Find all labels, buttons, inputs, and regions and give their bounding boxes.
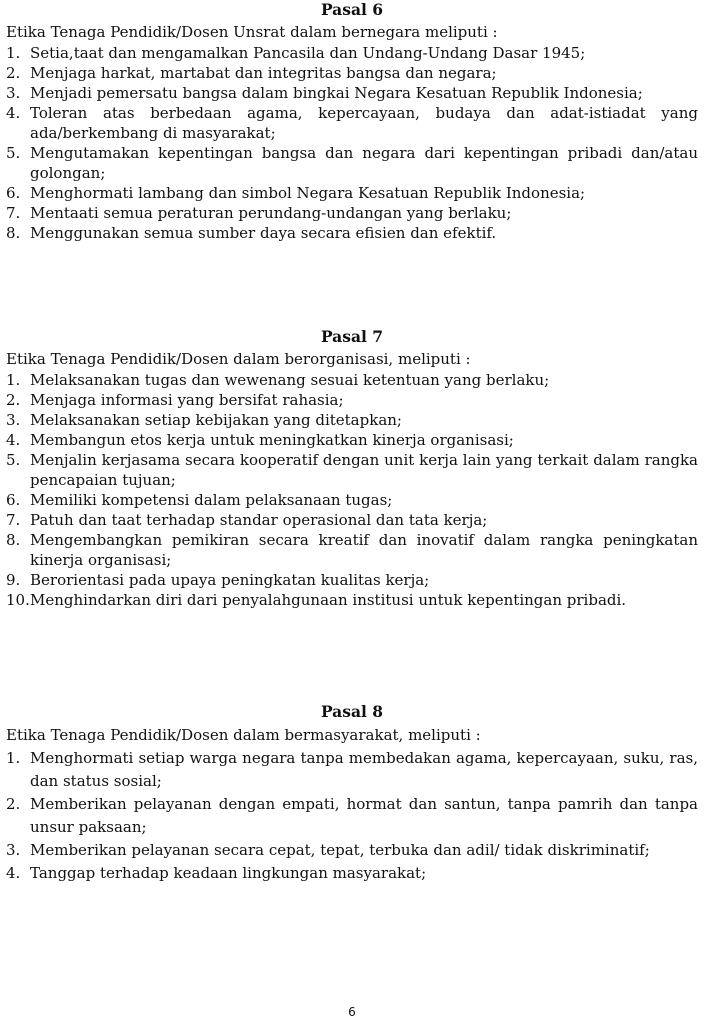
item-number: 2. [6,391,21,409]
list-item [6,490,698,510]
item-number: 3. [6,84,21,102]
section-title: Pasal 8 [320,702,384,721]
list-item [6,143,698,183]
section-intro: Etika Tenaga Pendidik/Dosen dalam berorganisasi, meliputi : [6,350,471,368]
section-pasal-8 [6,702,698,885]
item-number: 2. [6,795,21,813]
list-item [6,430,698,450]
item-number: 1. [6,44,21,62]
item-number: 6. [6,491,21,509]
item-text: Setia,taat dan mengamalkan Pancasila dan Undang-Undang Dasar 1945; [30,44,586,62]
item-number: 1. [6,371,21,389]
item-text: Memberikan pelayanan dengan empati, hormat dan santun, tanpa pamrih dan tanpa unsur paksaan; [30,795,698,836]
article-list [6,747,698,885]
item-text: Memberikan pelayanan secara cepat, tepat, terbuka dan adil/ tidak diskriminatif; [30,841,650,859]
item-text: Berorientasi pada upaya peningkatan kualitas kerja; [30,571,430,589]
item-text: Mengutamakan kepentingan bangsa dan negara dari kepentingan pribadi dan/atau golongan; [30,144,698,182]
item-text: Mentaati semua peraturan perundang-undangan yang berlaku; [30,204,512,222]
item-text: Mengembangkan pemikiran secara kreatif dan inovatif dalam rangka peningkatan kinerja organisasi; [30,531,698,569]
item-number: 5. [6,144,21,162]
list-item [6,83,698,103]
item-text: Membangun etos kerja untuk meningkatkan kinerja organisasi; [30,431,514,449]
list-item [6,590,698,610]
item-number: 10. [6,591,30,609]
item-number: 4. [6,431,21,449]
list-item [6,203,698,223]
section-title: Pasal 6 [320,0,384,19]
section-intro: Etika Tenaga Pendidik/Dosen Unsrat dalam bernegara meliputi : [6,23,498,41]
item-number: 7. [6,511,21,529]
list-item [6,793,698,839]
page-number: 6 [348,1005,356,1019]
item-text: Menggunakan semua sumber daya secara efisien dan efektif. [30,224,497,242]
list-item [6,223,698,243]
item-text: Menghindarkan diri dari penyalahgunaan institusi untuk kepentingan pribadi. [30,591,627,609]
list-item [6,390,698,410]
item-number: 3. [6,411,21,429]
item-text: Menjadi pemersatu bangsa dalam bingkai Negara Kesatuan Republik Indonesia; [30,84,643,102]
item-text: Menjalin kerjasama secara kooperatif dengan unit kerja lain yang terkait dalam rangka pencapaian tujuan; [30,451,698,489]
list-item [6,570,698,590]
list-item [6,183,698,203]
list-item [6,862,698,885]
list-item [6,103,698,143]
section-intro: Etika Tenaga Pendidik/Dosen dalam bermasyarakat, meliputi : [6,726,481,744]
list-item [6,510,698,530]
item-text: Patuh dan taat terhadap standar operasional dan tata kerja; [30,511,488,529]
item-number: 9. [6,571,21,589]
item-number: 2. [6,64,21,82]
list-item [6,839,698,862]
item-text: Melaksanakan tugas dan wewenang sesuai ketentuan yang berlaku; [30,371,550,389]
item-text: Menghormati setiap warga negara tanpa membedakan agama, kepercayaan, suku, ras, dan status sosial; [30,749,698,790]
list-item [6,410,698,430]
list-item [6,43,698,63]
item-text: Toleran atas berbedaan agama, kepercayaan, budaya dan adat-istiadat yang ada/berkembang di masyarakat; [30,104,698,142]
item-number: 5. [6,451,21,469]
item-number: 1. [6,749,21,767]
article-list [6,370,698,610]
item-number: 8. [6,224,21,242]
item-number: 4. [6,864,21,882]
article-list [6,43,698,243]
list-item [6,450,698,490]
list-item [6,370,698,390]
item-text: Memiliki kompetensi dalam pelaksanaan tugas; [30,491,393,509]
item-text: Melaksanakan setiap kebijakan yang ditetapkan; [30,411,402,429]
item-text: Menghormati lambang dan simbol Negara Kesatuan Republik Indonesia; [30,184,586,202]
section-title: Pasal 7 [320,327,384,346]
item-text: Menjaga harkat, martabat dan integritas bangsa dan negara; [30,64,497,82]
item-number: 8. [6,531,21,549]
section-pasal-7 [6,327,698,610]
item-text: Menjaga informasi yang bersifat rahasia; [30,391,344,409]
list-item [6,747,698,793]
item-text: Tanggap terhadap keadaan lingkungan masyarakat; [30,864,427,882]
list-item [6,530,698,570]
item-number: 4. [6,104,21,122]
item-number: 6. [6,184,21,202]
list-item [6,63,698,83]
item-number: 3. [6,841,21,859]
section-pasal-6 [6,0,698,243]
item-number: 7. [6,204,21,222]
